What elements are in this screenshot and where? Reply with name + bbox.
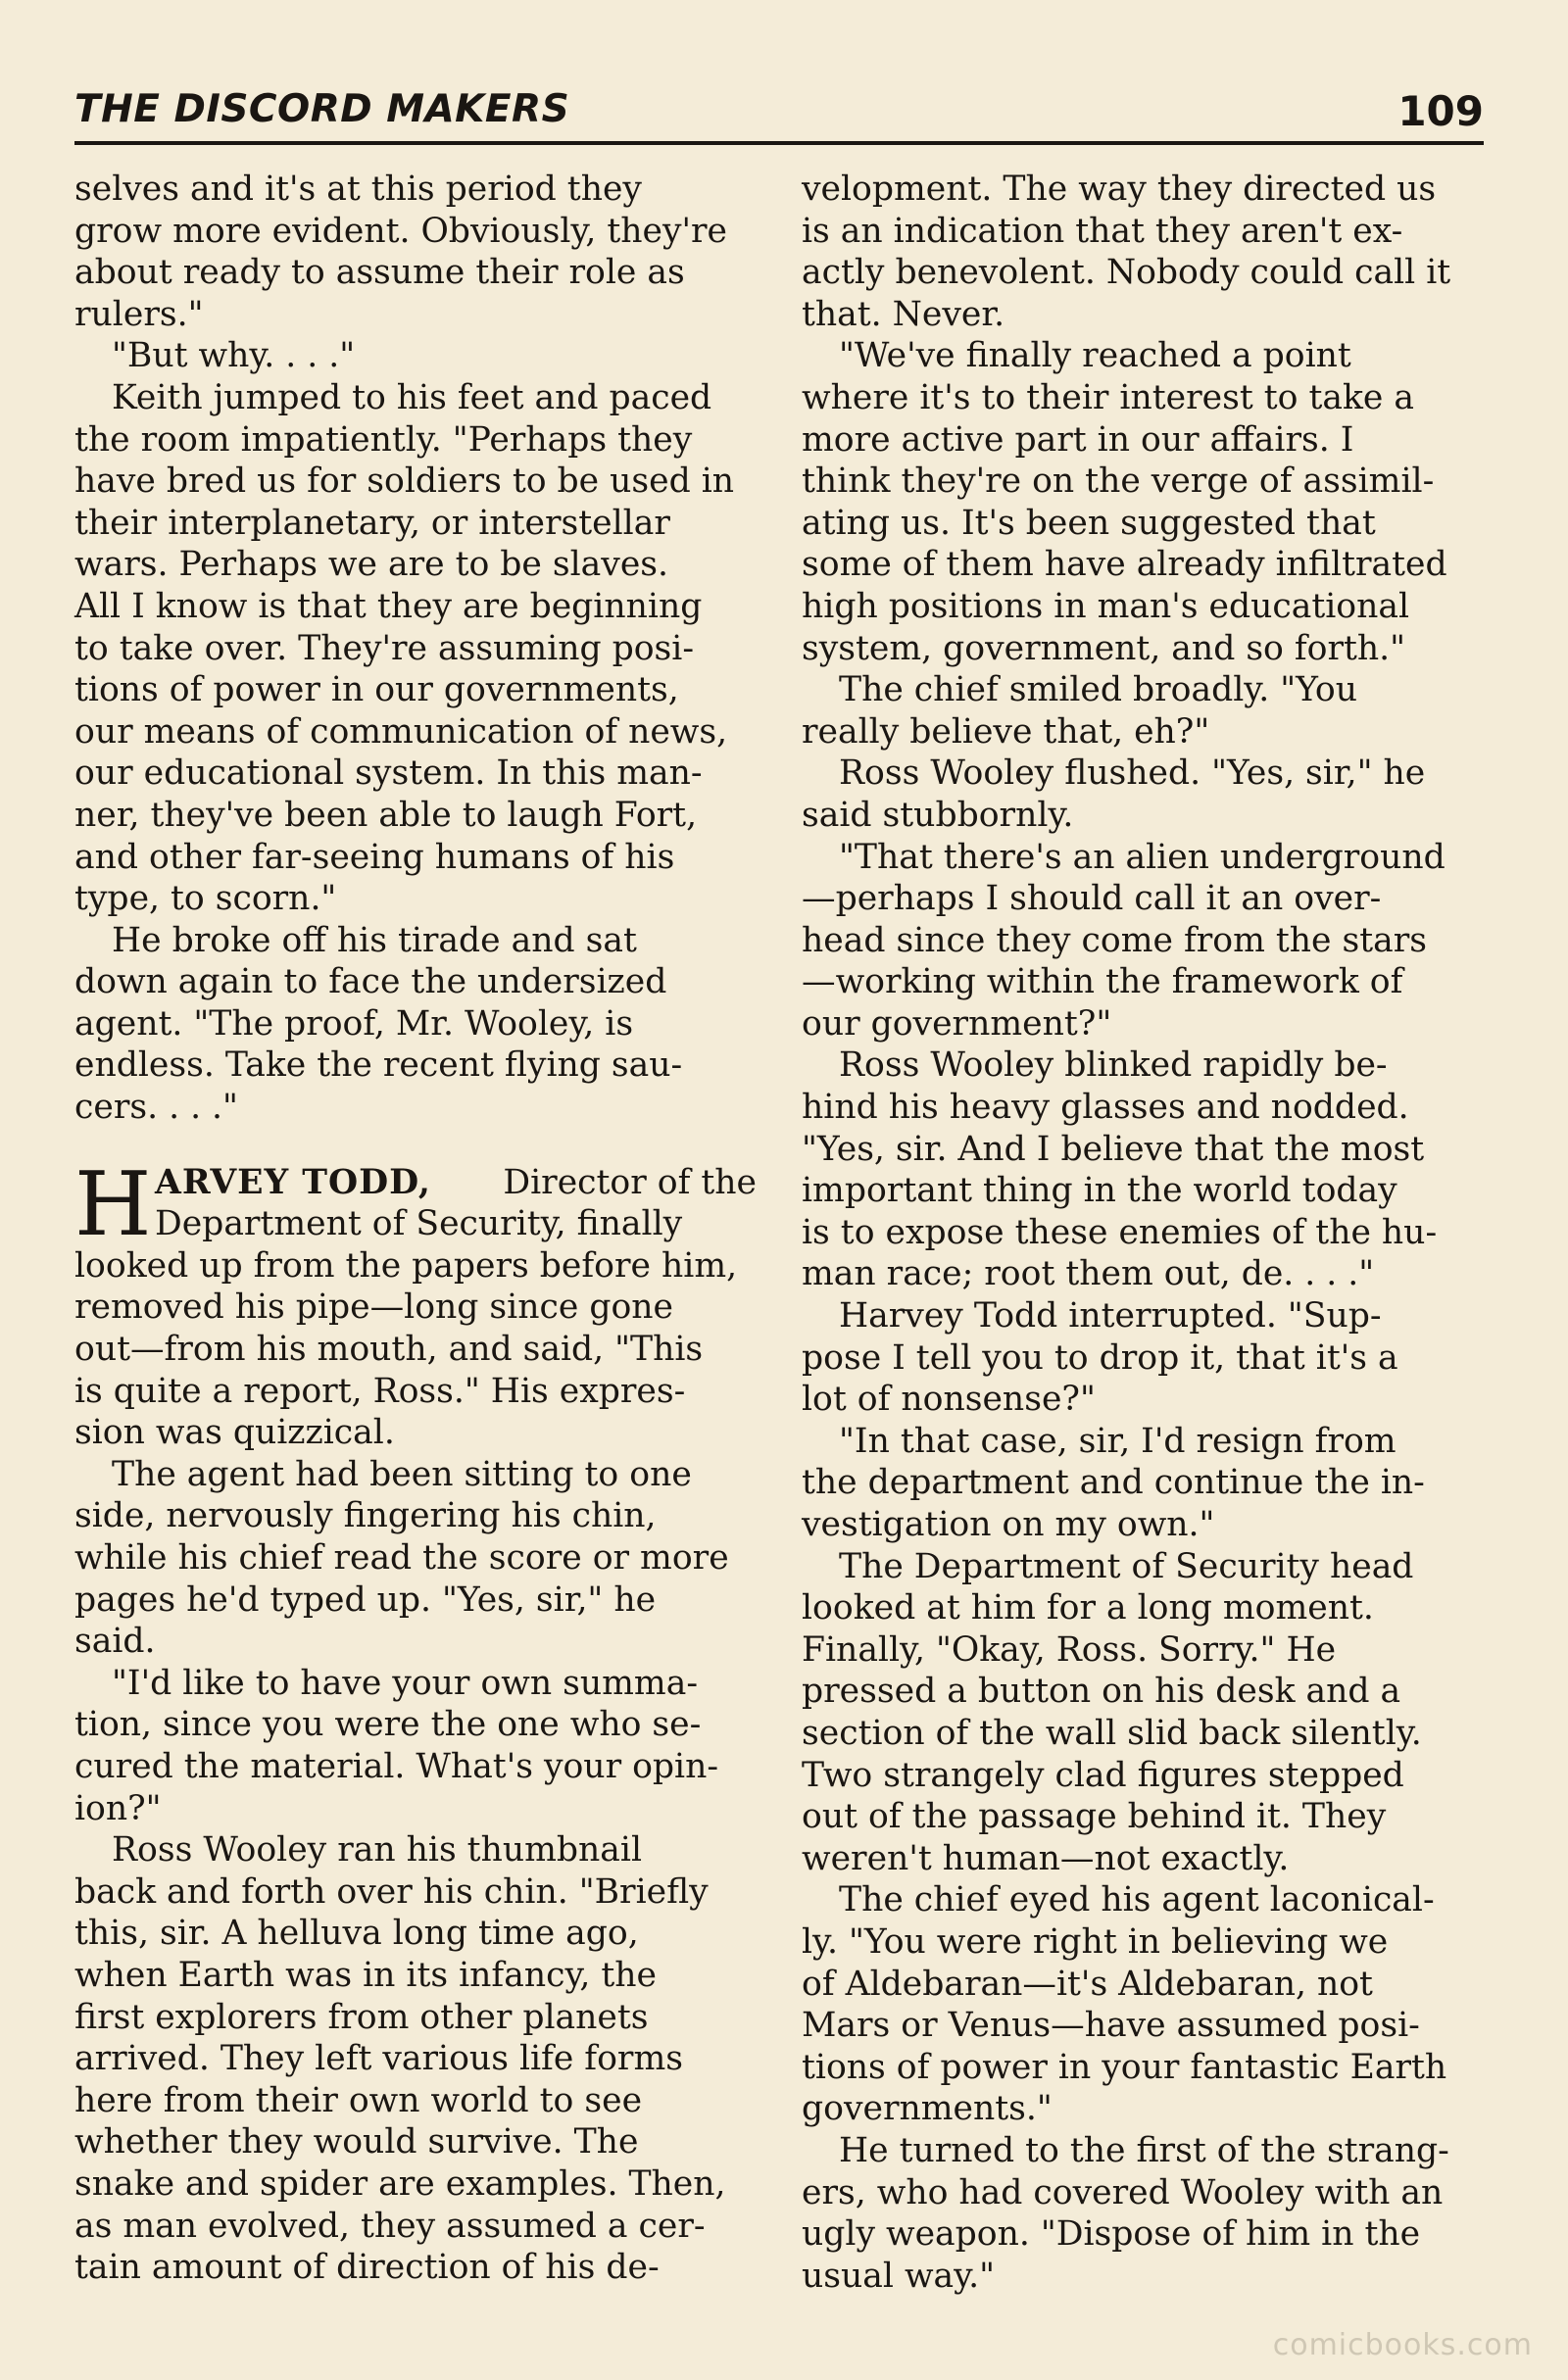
text-line: "In that case, sir, I'd resign from [839, 1421, 1396, 1461]
text-line: ers, who had covered Wooley with an [802, 2172, 1444, 2212]
text-line: Two strangely clad figures stepped [802, 1755, 1404, 1795]
drop-cap-paragraph [74, 1152, 757, 1256]
text-line: "But why. . . ." [112, 336, 356, 376]
name-smallcaps: ARVEY TODD, [155, 1162, 431, 1202]
text-line: selves and it's at this period they [74, 170, 642, 209]
text-line: system, government, and so forth." [802, 628, 1406, 668]
text-line: pressed a button on his desk and a [802, 1672, 1401, 1712]
text-line [155, 1162, 757, 1204]
text-line: Ross Wooley ran his thumbnail [112, 1830, 643, 1870]
text-line: high positions in man's educational [802, 586, 1410, 626]
text-line: here from their own world to see [74, 2080, 643, 2120]
text-line: down again to face the undersized [74, 962, 667, 1002]
text-line: this, sir. A helluva long time ago, [74, 1914, 639, 1954]
text-line: —working within the framework of [802, 962, 1403, 1002]
text-span: Director of the [492, 1162, 757, 1202]
text-line: some of them have already infiltrated [802, 545, 1447, 585]
section-break [74, 1129, 757, 1162]
text-line: All I know is that they are beginning [74, 586, 703, 626]
text-line: think they're on the verge of assimil- [802, 461, 1435, 502]
text-line: arrived. They left various life forms [74, 2039, 683, 2079]
text-line: while his chief read the score or more [74, 1538, 729, 1578]
text-line: our educational system. In this man- [74, 753, 703, 794]
text-line: back and forth over his chin. "Briefly [74, 1871, 709, 1912]
text-line: important thing in the world today [802, 1171, 1397, 1211]
text-line: that. Never. [802, 294, 1005, 334]
text-line: snake and spider are examples. Then, [74, 2163, 726, 2204]
text-line: "We've finally reached a point [839, 336, 1351, 376]
text-line: wars. Perhaps we are to be slaves. [74, 545, 669, 585]
text-line: about ready to assume their role as [74, 253, 685, 293]
text-line: pose I tell you to drop it, that it's a [802, 1337, 1398, 1378]
text-line: The chief eyed his agent laconical- [839, 1880, 1435, 1920]
right-column [802, 169, 1484, 2297]
text-line: really believe that, eh?" [802, 711, 1210, 752]
text-line: looked at him for a long moment. [802, 1588, 1374, 1628]
text-line: more active part in our affairs. I [802, 419, 1354, 460]
text-line: is quite a report, Ross." His expres- [74, 1371, 686, 1411]
text-line: vestigation on my own." [802, 1505, 1215, 1544]
text-line: type, to scorn." [74, 879, 337, 919]
text-line: ly. "You were right in believing we [802, 1921, 1389, 1962]
text-line: of Aldebaran—it's Aldebaran, not [802, 1964, 1373, 2004]
text-line: cured the material. What's your opin- [74, 1746, 719, 1786]
text-line: pages he'd typed up. "Yes, sir," he [74, 1579, 657, 1620]
text-line: Department of Security, finally [155, 1204, 683, 1244]
text-line: tions of power in our governments, [74, 670, 679, 710]
text-line: have bred us for soldiers to be used in [74, 461, 735, 502]
drop-cap-letter: H [74, 1152, 152, 1256]
text-line: "Yes, sir. And I believe that the most [802, 1129, 1425, 1169]
text-line: He turned to the first of the strang- [839, 2130, 1449, 2170]
text-line: —perhaps I should call it an over- [802, 879, 1382, 919]
text-line: is an indication that they aren't ex- [802, 211, 1403, 251]
text-line: said. [74, 1622, 156, 1662]
text-line: ugly weapon. "Dispose of him in the [802, 2214, 1421, 2255]
page-number: 109 [1397, 87, 1484, 135]
text-line: the department and continue the in- [802, 1463, 1425, 1503]
text-line: Ross Wooley blinked rapidly be- [839, 1045, 1388, 1086]
text-line: is to expose these enemies of the hu- [802, 1212, 1438, 1252]
text-line: governments." [802, 2089, 1053, 2129]
page-header [74, 71, 1484, 145]
text-line: out of the passage behind it. They [802, 1797, 1387, 1837]
text-line: said stubbornly. [802, 795, 1074, 835]
text-line: Ross Wooley flushed. "Yes, sir," he [839, 753, 1426, 794]
text-line: rulers." [74, 294, 204, 334]
text-line: whether they would survive. The [74, 2122, 639, 2162]
text-line: to take over. They're assuming posi- [74, 628, 695, 668]
text-line: Harvey Todd interrupted. "Sup- [839, 1296, 1382, 1336]
text-line: velopment. The way they directed us [802, 170, 1437, 209]
text-line: hind his heavy glasses and nodded. [802, 1088, 1409, 1128]
text-line: Mars or Venus—have assumed posi- [802, 2006, 1420, 2046]
text-line: man race; root them out, de. . . ." [802, 1254, 1375, 1294]
text-line: removed his pipe—long since gone [74, 1287, 674, 1328]
text-line: tain amount of direction of his de- [74, 2248, 660, 2288]
text-line: lot of nonsense?" [802, 1380, 1096, 1420]
text-line: cers. . . ." [74, 1088, 238, 1128]
text-line: endless. Take the recent flying sau- [74, 1045, 683, 1086]
text-line: tion, since you were the one who se- [74, 1705, 702, 1745]
text-line: "That there's an alien underground [839, 837, 1446, 877]
text-line: where it's to their interest to take a [802, 377, 1414, 417]
text-line: The chief smiled broadly. "You [839, 670, 1358, 710]
text-line: our government?" [802, 1003, 1112, 1044]
text-line: He broke off his tirade and sat [112, 920, 637, 960]
text-line: first explorers from other planets [74, 1997, 649, 2037]
text-line: out—from his mouth, and said, "This [74, 1330, 704, 1370]
text-line: the room impatiently. "Perhaps they [74, 419, 693, 460]
text-line: ner, they've been able to laugh Fort, [74, 795, 698, 835]
text-line: ion?" [74, 1788, 162, 1828]
text-line: Keith jumped to his feet and paced [112, 377, 712, 417]
text-line: section of the wall slid back silently. [802, 1713, 1422, 1753]
text-line: The Department of Security head [839, 1546, 1414, 1586]
text-line: "I'd like to have your own summa- [112, 1663, 699, 1703]
text-line: head since they come from the stars [802, 920, 1428, 960]
text-line: The agent had been sitting to one [112, 1454, 692, 1494]
text-line: usual way." [802, 2256, 995, 2296]
text-line: as man evolved, they assumed a cer- [74, 2206, 706, 2246]
text-line: agent. "The proof, Mr. Wooley, is [74, 1003, 634, 1044]
text-line: and other far-seeing humans of his [74, 837, 675, 877]
text-line: Finally, "Okay, Ross. Sorry." He [802, 1629, 1337, 1670]
text-line: side, nervously fingering his chin, [74, 1496, 657, 1536]
running-title: THE DISCORD MAKERS [74, 87, 570, 131]
text-line: tions of power in your fantastic Earth [802, 2047, 1447, 2087]
text-line: sion was quizzical. [74, 1413, 395, 1453]
text-line: weren't human—not exactly. [802, 1838, 1290, 1878]
left-column [74, 169, 757, 2289]
text-line: ating us. It's been suggested that [802, 503, 1376, 543]
text-line: when Earth was in its infancy, the [74, 1955, 658, 1995]
watermark: comicbooks.com [1272, 2328, 1533, 2362]
text-line: our means of communication of news, [74, 711, 728, 752]
text-line: looked up from the papers before him, [74, 1245, 738, 1286]
text-line: actly benevolent. Nobody could call it [802, 253, 1451, 293]
text-line: grow more evident. Obviously, they're [74, 211, 728, 251]
text-line: their interplanetary, or interstellar [74, 503, 670, 543]
